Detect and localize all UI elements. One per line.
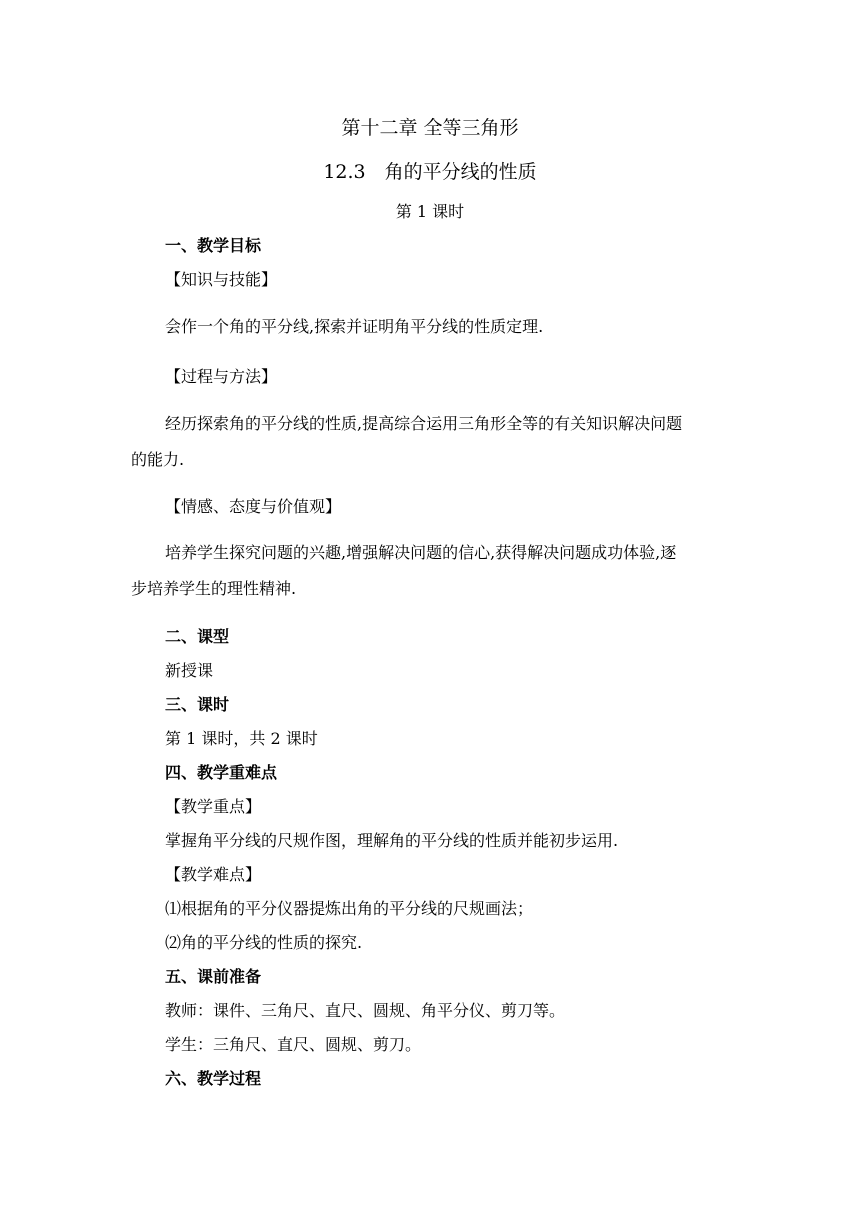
preparation-student: 学生：三角尺、直尺、圆规、剪刀。 (165, 1035, 422, 1054)
focus-label: 【教学重点】 (165, 797, 262, 816)
focus-text: 掌握角平分线的尺规作图，理解角的平分线的性质并能初步运用. (165, 831, 619, 850)
lesson-number: 第 1 课时 (395, 202, 465, 221)
process-label: 【过程与方法】 (165, 367, 278, 386)
difficulty-item-1: ⑴根据角的平分仪器提炼出角的平分线的尺规画法； (165, 899, 534, 918)
process-text-line-1: 经历探索角的平分线的性质,提高综合运用三角形全等的有关知识解决问题 (165, 414, 683, 433)
emotion-text-line-1: 培养学生探究问题的兴趣,增强解决问题的信心,获得解决问题成功体验,逐 (165, 543, 677, 562)
process-heading: 六、教学过程 (165, 1069, 262, 1088)
lesson-type-text: 新授课 (165, 661, 214, 680)
objectives-heading: 一、教学目标 (165, 236, 262, 255)
emotion-text-line-2: 步培养学生的理性精神. (131, 579, 297, 598)
key-points-heading: 四、教学重难点 (165, 763, 278, 782)
difficulty-item-2: ⑵角的平分线的性质的探究. (165, 933, 363, 952)
emotion-label: 【情感、态度与价值观】 (165, 497, 342, 516)
class-hours-heading: 三、课时 (165, 695, 230, 714)
knowledge-label: 【知识与技能】 (165, 270, 278, 289)
process-text-line-2: 的能力. (131, 450, 185, 469)
preparation-teacher: 教师：课件、三角尺、直尺、圆规、角平分仪、剪刀等。 (165, 1001, 566, 1020)
preparation-heading: 五、课前准备 (165, 967, 262, 986)
lesson-type-heading: 二、课型 (165, 627, 230, 646)
chapter-title: 第十二章 全等三角形 (341, 117, 519, 139)
knowledge-text: 会作一个角的平分线,探索并证明角平分线的性质定理. (165, 317, 544, 336)
difficulty-label: 【教学难点】 (165, 865, 262, 884)
section-title: 12.3 角的平分线的性质 (323, 161, 537, 183)
class-hours-text: 第 1 课时，共 2 课时 (165, 729, 318, 748)
